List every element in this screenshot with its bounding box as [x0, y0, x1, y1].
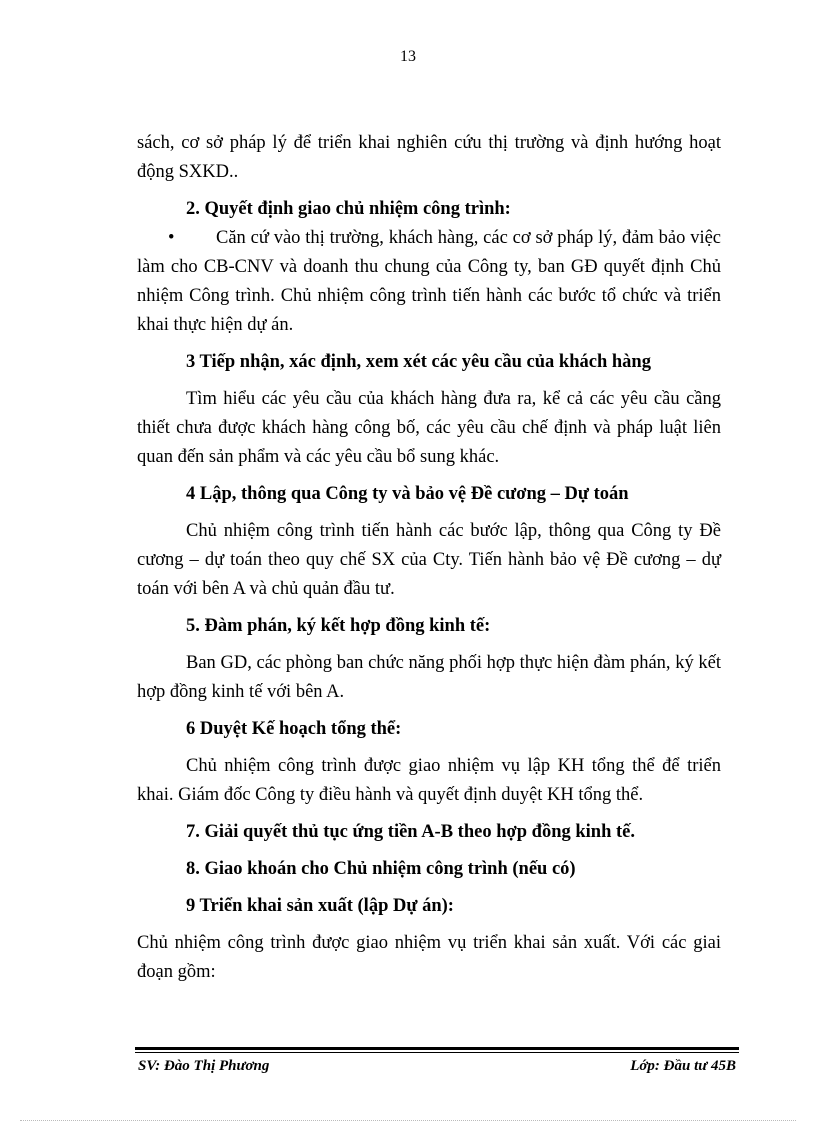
- bullet-icon: •: [168, 228, 175, 248]
- paragraph-3: Tìm hiểu các yêu cầu của khách hàng đưa ra, kể cả các yêu cầu cầng thiết chưa được khách hàng công bố, các yêu cầu chế định và pháp luật liên quan đến sản phẩm và các yêu cầu bổ sung khác.: [137, 389, 721, 467]
- paragraph-9: Chủ nhiệm công trình được giao nhiệm vụ triển khai sản xuất. Với các giai đoạn gồm:: [137, 933, 721, 982]
- bullet-text: Căn cứ vào thị trường, khách hàng, các cơ sở pháp lý, đảm bảo việc làm cho CB-CNV và doanh thu chung của Công ty, ban GĐ quyết định Chủ nhiệm Công trình. Chủ nhiệm công trình tiến hành các bước tổ chức và triển khai thực hiện dự án.: [137, 228, 721, 335]
- footer-class-name: Lớp: Đầu tư 45B: [630, 1058, 736, 1074]
- paragraph-6: Chủ nhiệm công trình được giao nhiệm vụ lập KH tổng thể để triển khai. Giám đốc Công ty điều hành và quyết định duyệt KH tổng thể.: [137, 756, 721, 805]
- paragraph-4: Chủ nhiệm công trình tiến hành các bước lập, thông qua Công ty Đề cương – dự toán theo quy chế SX của Cty. Tiến hành bảo vệ Đề cương – dự toán với bên A và chủ quản đầu tư.: [137, 521, 721, 599]
- heading-5: 5. Đàm phán, ký kết hợp đồng kinh tế:: [186, 616, 491, 636]
- heading-8: 8. Giao khoán cho Chủ nhiệm công trình (nếu có): [186, 859, 576, 879]
- paragraph-intro-continued: sách, cơ sở pháp lý để triển khai nghiên cứu thị trường và định hướng hoạt động SXKD..: [137, 133, 721, 182]
- heading-3: 3 Tiếp nhận, xác định, xem xét các yêu cầu của khách hàng: [186, 352, 651, 372]
- heading-2: 2. Quyết định giao chủ nhiệm công trình:: [186, 199, 511, 219]
- heading-4: 4 Lập, thông qua Công ty và bảo vệ Đề cương – Dự toán: [186, 484, 629, 504]
- heading-9: 9 Triển khai sản xuất (lập Dự án):: [186, 896, 454, 916]
- footer-student-name: SV: Đào Thị Phương: [138, 1058, 270, 1074]
- heading-7: 7. Giải quyết thủ tục ứng tiền A-B theo hợp đồng kinh tế.: [186, 822, 635, 842]
- page-edge-rule: [20, 1120, 796, 1121]
- page-number: 13: [400, 48, 416, 65]
- bullet-paragraph: [137, 224, 721, 340]
- paragraph-5: Ban GD, các phòng ban chức năng phối hợp thực hiện đàm phán, ký kết hợp đồng kinh tế với bên A.: [137, 653, 721, 702]
- document-body: [137, 129, 721, 987]
- heading-6: 6 Duyệt Kế hoạch tổng thể:: [186, 719, 402, 739]
- footer-divider: [135, 1047, 739, 1055]
